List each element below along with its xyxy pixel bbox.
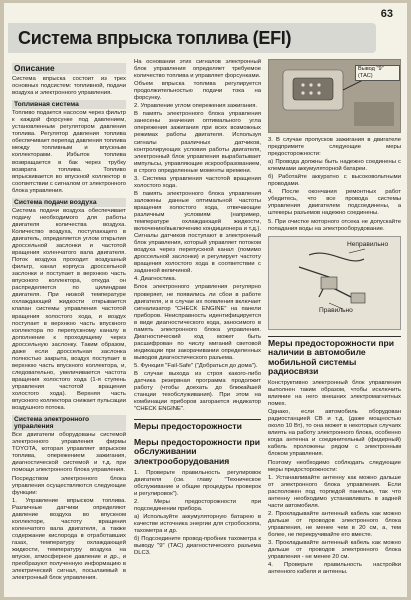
- column-right: [268, 59, 401, 593]
- text-col3-2: а) Провода должны быть надежно соединены с клеммами аккумуляторной батареи.: [268, 159, 401, 173]
- page-title: Система впрыска топлива (EFI): [18, 28, 292, 48]
- page-number: 63: [380, 8, 393, 20]
- wiring-diagram-image: [269, 237, 400, 329]
- text-col2-7: 4. Диагностика.: [134, 276, 177, 283]
- text-col2-3: 2. Управление углом опережения зажигания.: [134, 103, 258, 110]
- text-col2-2: Объем впрыска топлива регулируется продолжительностью подачи тока на форсунку.: [134, 81, 261, 102]
- heading-description: Описание: [12, 63, 126, 74]
- heading-radio-safety: Меры предосторожности при наличии в автомобиле мобильной системы радиосвязи: [268, 336, 401, 377]
- text-col3-7: Однако, если автомобиль оборудован радиостанцией CB и т.д. (даже мощностью около 10 Вт), то она может в некоторых случаях влиять на работу электронного блока, особенно когда антенна и соединительный (фидерный) кабель проложены рядом с электронным блоком управления.: [268, 409, 401, 458]
- wiring-diagram: [268, 236, 401, 330]
- text-col2-5: 3. Система управления частотой вращения холостого хода.: [134, 175, 261, 189]
- text-col3-12: 4. Проверьте правильность настройки антенного кабеля и антенны.: [268, 562, 401, 576]
- column-middle: [134, 59, 261, 593]
- text-safety-1: 1. Проверьте правильность регулировок двигателя (см. главу "Техническое обслуживание и общие процедуры проверок и регулировок").: [134, 469, 261, 497]
- text-col3-8: Поэтому необходимо соблюдать следующие меры предосторожности:: [268, 459, 401, 473]
- manual-page: [4, 3, 407, 597]
- connector-tag: Вывод "9" (ТАС): [355, 65, 400, 81]
- text-safety-3: а) Используйте аккумуляторную батарею в качестве источника энергии для стробоскопа, тахометра и др.: [134, 513, 261, 535]
- heading-air-system: Система подачи воздуха: [12, 198, 126, 207]
- text-col2-6: В память электронного блока управления заложены данные оптимальной частоты вращения холостого хода, отвечающие различным условиям (например, температуре охлаждающей жидкости, включению/выключению кондиционера и т.д.). Сигналы датчиков поступают в электронный блок управления, который управляет потоком воздуха через перепускной канал (помимо дроссельной заслонки) и регулирует частоту вращения холостого хода в соответствии с заданной величиной.: [134, 190, 261, 275]
- text-fuel-system: Топливо подается насосом через фильтр к каждой форсунке под давлением, установленным регулятором давления топлива. Регулятор давления топлива обеспечивает перепад давления топлива между топливным и впускным коллекторами. Избыток топлива возвращается в бак через трубку возврата топлива. Топливо впрыскивается во впускной коллектор в соответствии с сигналом от электронного блока управления.: [12, 110, 126, 194]
- text-col3-10: 2. Прокладывайте антенный кабель как можно дальше от проводов электронного блока управления, не менее чем в 20 см, а, тем более, не перекручивайте его вместе.: [268, 510, 401, 538]
- text-col3-9: 1. Устанавливайте антенну как можно дальше от электронного блока управления. Если расположен под торпедой панелью, так что антенну необходимо устанавливать в задней части автомобиля.: [268, 474, 401, 509]
- text-col2-1: На основании этих сигналов электронный блок управления определяет требуемое количество топлива и управляет форсунками.: [134, 59, 261, 80]
- text-col3-4: 4. После окончания ремонтных работ убедитесь, что все провода системы управления двигателем подсоединены, а штекеры разъемов надежно соединены.: [268, 189, 401, 217]
- text-injection-control: 1. Управление впрыском топлива. Различные датчики определяют давление воздуха во впускном коллекторе, частоту вращения коленчатого вала двигателя, а также содержание кислорода в отработавших газах, температуру охлаждающей жидкости, температуру воздуха на впуске, атмосферное давление и др., и преобразуют полученную информацию в электрический сигнал, посылаемый в электронный блок управления.: [12, 497, 126, 582]
- text-col2-8: Блок электронного управления регулярно проверяет, не появились ли сбои в работе двигателя, и в случае их появления включает сигнализатор "CHECK ENGINE" на панели приборов. Неисправность идентифицируется в виде диагностического кода, заносимого в память электронного блока управления. Диагностический код может быть расшифрован по числу миганий световой индикации при закорачивании определенных выводов диагностического разъема.: [134, 284, 261, 361]
- column-left: [12, 59, 126, 593]
- text-col3-6: Конструктивно электронный блок управления выполнен таким образом, чтобы исключить влияние на него внешних электромагнитных помех.: [268, 379, 401, 408]
- text-col3-3: б) Работайте аккуратно с высоковольтными проводами.: [268, 174, 401, 188]
- heading-safety: Меры предосторожности: [134, 419, 261, 432]
- title-banner: [8, 23, 376, 53]
- text-col2-10: В случае выхода из строя какого-либо датчика резервная программа продолжит работу (чтобы доехать до ближайшей станции техобслуживания). При этом на комбинации приборов загорается индикатор "CHECK ENGINE".: [134, 371, 261, 413]
- text-electronic-control: Все двигатели оборудованы системой электронного управления фирмы TOYOTA, которая управляет впрыском топлива, опережением зажигания, диагностической системой и т.д. при помощи электронного блока управления.: [12, 432, 126, 474]
- connector-photo: [268, 59, 401, 133]
- text-electronic-functions: Посредством электронного блока управления осуществляются следующие функции:: [12, 475, 126, 496]
- heading-safety-electrical: Меры предосторожности при обслуживании электрооборудования: [134, 436, 261, 467]
- text-col2-9: 5. Функция "Fail-Safe" ("Добраться до дома").: [134, 362, 258, 369]
- label-wrong: Неправильно: [347, 240, 389, 248]
- text-col2-4: В память электронного блока управления занесены значения оптимального угла опережения зажигания при всех возможных режимах работы двигателя. Используя сигналы различных датчиков, контролирующих условия работы двигателя, электронный блок управления вырабатывает импульсы, управляющие искрообразованием, в строго определенные моменты времени.: [134, 111, 261, 174]
- text-col3-5: 5. При очистке моторного отсека не допускайте попадания воды на электрооборудование.: [268, 218, 401, 232]
- text-safety-4: б) Подсоедините провод-пробник тахометра к выводу "9" (ТАС) диагностического разъема DLC3.: [134, 536, 261, 557]
- text-description: Система впрыска состоит из трех основных подсистем: топливной, подачи воздуха и электронного управления.: [12, 76, 126, 97]
- text-air-system: Система подачи воздуха обеспечивает подачу необходимого для работы двигателя количества воздуха. Количество воздуха, поступающего в двигатель, определяется углом открытия дроссельной заслонки и частотой вращения коленчатого вала двигателя. Поток воздуха проходит воздушный фильтр, канал корпуса дроссельной заслонки и поступает в верхнюю часть впускного коллектора, откуда он распределяется по цилиндрам двигателя. При низкой температуре охлаждающей жидкости открывается клапан системы управления частотой вращения холостого хода, и воздух поступает в верхнюю часть впускного коллектора по перепускному каналу в дополнение к проходящему через дроссельную заслонку. Таким образом, даже если дроссельная заслонка полностью закрыта, воздух поступает в верхнюю часть впускного коллектора, и, следовательно, увеличивается частота вращения холостого хода (1-я ступень управления частотой вращения холостого хода). Верхняя часть впускного коллектора снижает пульсации воздушного потока.: [12, 207, 126, 412]
- label-right: Правильно: [319, 306, 353, 314]
- text-col3-11: 3. Прокладывайте антенный кабель как можно дальше от проводов электронного блока управления - не менее 20 см.: [268, 540, 401, 561]
- heading-electronic-control: Система электронного управления: [12, 415, 126, 431]
- text-safety-2: 2. Меры предосторожности при подсоединении прибора.: [134, 498, 261, 512]
- heading-fuel-system: Топливная система: [12, 100, 126, 109]
- text-col3-1: 3. В случае пропусков зажигания в двигателе предпримите следующие меры предосторожности:: [268, 137, 401, 158]
